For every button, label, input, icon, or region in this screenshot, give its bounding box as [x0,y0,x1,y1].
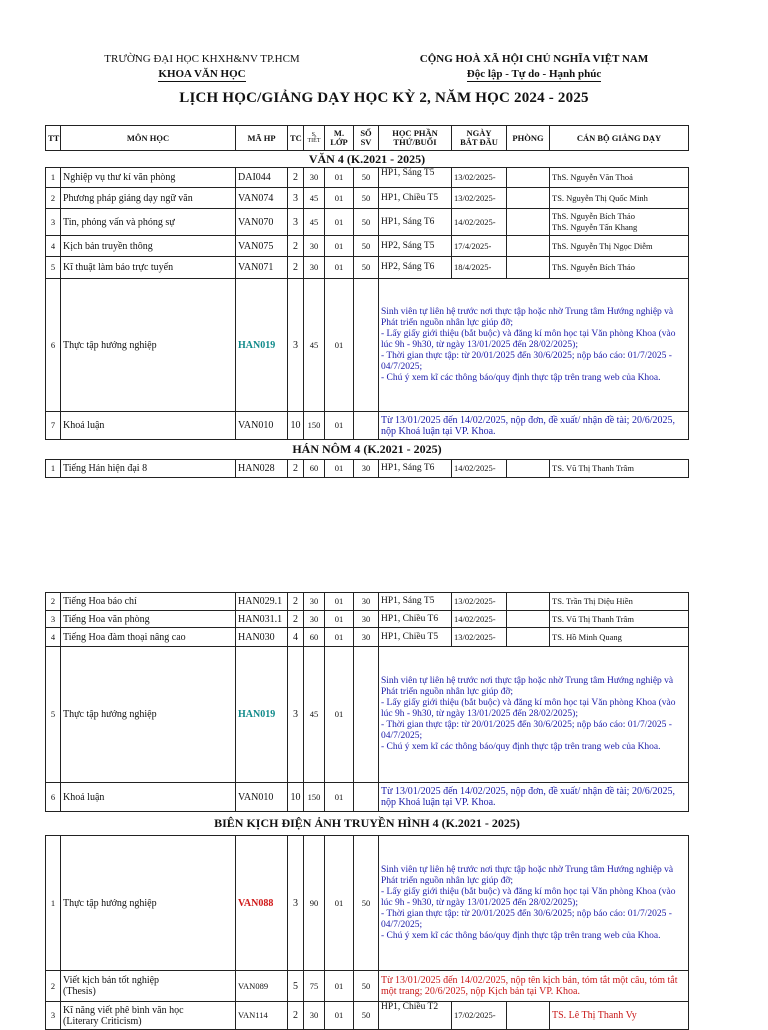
col-header-subject: MÔN HỌC [61,126,236,151]
cell-lecturer: ThS. Nguyễn Bích Thảo ThS. Nguyễn Tấn Khang [550,209,689,236]
cell-subject: Phương pháp giảng dạy ngữ văn [61,188,236,209]
cell-session: HP2, Sáng T5 [379,236,452,257]
cell-credits: 2 [288,593,304,611]
cell-class: 01 [325,279,354,412]
cell-subject: Kĩ năng viết phê bình văn học (Literary Criticism) [61,1002,236,1030]
cell-periods: 30 [304,236,325,257]
table-row-internship [46,279,689,412]
cell-room [507,460,550,478]
cell-subject: Kĩ thuật làm báo trực tuyến [61,257,236,279]
cell-class: 01 [325,460,354,478]
cell-subject: Khoá luận [61,783,236,812]
cell-session: HP1, Chiều T2 [379,1002,452,1030]
cell-credits: 3 [288,647,304,783]
section-title: BIÊN KỊCH ĐIỆN ẢNH TRUYỀN HÌNH 4 (K.2021 - 2025) [46,812,689,836]
cell-code: VAN114 [236,1002,288,1030]
cell-class: 01 [325,647,354,783]
cell-credits: 3 [288,209,304,236]
cell-students [354,647,379,783]
cell-students: 50 [354,1002,379,1030]
col-header-periods: S. TIẾT [304,126,325,151]
cell-students: 50 [354,209,379,236]
cell-code: VAN071 [236,257,288,279]
cell-class: 01 [325,836,354,971]
cell-room [507,236,550,257]
cell-students [354,412,379,440]
cell-tt: 2 [46,188,61,209]
col-header-code: MÃ HP [236,126,288,151]
cell-students: 50 [354,257,379,279]
cell-code: VAN088 [236,836,288,971]
cell-students: 50 [354,188,379,209]
cell-class: 01 [325,412,354,440]
cell-room [507,188,550,209]
cell-subject: Nghiệp vụ thư kí văn phòng [61,168,236,188]
cell-code: VAN074 [236,188,288,209]
table-row [46,257,689,279]
cell-tt: 1 [46,168,61,188]
cell-code: VAN010 [236,412,288,440]
table-row [46,168,689,188]
section-title: HÁN NÔM 4 (K.2021 - 2025) [46,440,689,460]
cell-periods: 30 [304,1002,325,1030]
cell-session: HP1, Sáng T6 [379,460,452,478]
cell-lecturer: TS. Trần Thị Diệu Hiền [550,593,689,611]
cell-periods: 45 [304,647,325,783]
faculty-name: KHOA VĂN HỌC [158,68,246,80]
cell-code: HAN028 [236,460,288,478]
cell-class: 01 [325,971,354,1002]
cell-credits: 5 [288,971,304,1002]
thesis-note: Từ 13/01/2025 đến 14/02/2025, nộp đơn, đề xuất/ nhận đề tài; 20/6/2025, nộp Khoá luận tại VP. Khoa. [379,412,689,440]
cell-students: 50 [354,168,379,188]
cell-tt: 3 [46,209,61,236]
internship-note: Sinh viên tự liên hệ trước nơi thực tập hoặc nhờ Trung tâm Hướng nghiệp và Phát triển nguồn nhân lực giúp đỡ; - Lấy giấy giới thiệu (bắt buộc) và đăng kí môn học tại Văn phòng Khoa (vào lúc 9h - 9h30, từ ngày 13/01/2025 đến 28/02/2025); - Thời gian thực tập: từ 20/01/2025 đến 30/6/2025; nộp báo cáo: 01/7/2025 - 04/7/2025; - Chú ý xem kĩ các thông báo/quy định thực tập trên trang web của Khoa. [379,279,689,412]
cell-tt: 2 [46,593,61,611]
cell-start: 13/02/2025- [452,593,507,611]
cell-credits: 3 [288,188,304,209]
cell-credits: 2 [288,611,304,628]
cell-periods: 75 [304,971,325,1002]
table-row-thesis [46,412,689,440]
cell-room [507,593,550,611]
cell-subject: Tin, phỏng vấn và phóng sự [61,209,236,236]
cell-subject: Kịch bản truyền thông [61,236,236,257]
cell-class: 01 [325,209,354,236]
cell-lecturer: ThS. Nguyễn Bích Thảo [550,257,689,279]
cell-class: 01 [325,188,354,209]
cell-students: 50 [354,836,379,971]
cell-class: 01 [325,593,354,611]
cell-session: HP1, Chiều T5 [379,188,452,209]
cell-periods: 150 [304,783,325,812]
cell-start: 17/02/2025- [452,1002,507,1030]
cell-code: VAN070 [236,209,288,236]
col-header-start: NGÀY BẮT ĐẦU [452,126,507,151]
cell-periods: 90 [304,836,325,971]
table-row [46,593,689,611]
cell-tt: 3 [46,1002,61,1030]
cell-credits: 2 [288,1002,304,1030]
cell-students: 30 [354,611,379,628]
cell-start: 17/4/2025- [452,236,507,257]
schedule-table-part1 [45,125,689,478]
cell-tt: 3 [46,611,61,628]
cell-lecturer: TS. Vũ Thị Thanh Trâm [550,460,689,478]
cell-students: 30 [354,628,379,647]
cell-subject: Khoá luận [61,412,236,440]
cell-subject: Tiếng Hán hiện đại 8 [61,460,236,478]
university-name: TRƯỜNG ĐẠI HỌC KHXH&NV TP.HCM [104,53,300,65]
cell-tt: 1 [46,460,61,478]
cell-tt: 6 [46,783,61,812]
table-row [46,1002,689,1030]
cell-lecturer: TS. Lê Thị Thanh Vy [550,1002,689,1030]
col-header-tt: TT [46,126,61,151]
cell-room [507,628,550,647]
cell-class: 01 [325,236,354,257]
page-title: LỊCH HỌC/GIẢNG DẠY HỌC KỲ 2, NĂM HỌC 2024 - 2025 [179,90,589,106]
table-row [46,628,689,647]
table-row [46,460,689,478]
cell-tt: 4 [46,628,61,647]
cell-subject: Tiếng Hoa báo chí [61,593,236,611]
cell-class: 01 [325,257,354,279]
cell-session: HP2, Sáng T6 [379,257,452,279]
col-header-lecturer: CÁN BỘ GIẢNG DẠY [550,126,689,151]
cell-subject: Tiếng Hoa văn phòng [61,611,236,628]
cell-subject: Thực tập hướng nghiệp [61,279,236,412]
table-row-internship [46,647,689,783]
cell-start: 14/02/2025- [452,209,507,236]
table-row-script [46,971,689,1002]
table-header-row [46,126,689,151]
thesis-note: Từ 13/01/2025 đến 14/02/2025, nộp đơn, đề xuất/ nhận đề tài; 20/6/2025, nộp Khoá luận tại VP. Khoa. [379,783,689,812]
cell-lecturer: ThS. Nguyễn Văn Thoả [550,168,689,188]
cell-session: HP1, Chiều T5 [379,628,452,647]
cell-subject: Thực tập hướng nghiệp [61,836,236,971]
table-row [46,236,689,257]
section-row [46,812,689,836]
section-row [46,151,689,168]
cell-tt: 1 [46,836,61,971]
cell-class: 01 [325,1002,354,1030]
cell-subject: Viết kịch bản tốt nghiệp (Thesis) [61,971,236,1002]
cell-credits: 2 [288,257,304,279]
schedule-table-part2 [45,592,689,1030]
cell-periods: 45 [304,188,325,209]
cell-start: 13/02/2025- [452,188,507,209]
cell-students [354,279,379,412]
cell-credits: 3 [288,836,304,971]
cell-tt: 6 [46,279,61,412]
table-row-thesis [46,783,689,812]
school-header [92,52,312,82]
cell-subject: Tiếng Hoa đàm thoại nâng cao [61,628,236,647]
cell-code: HAN029.1 [236,593,288,611]
cell-session: HP1, Sáng T5 [379,168,452,188]
cell-credits: 3 [288,279,304,412]
cell-credits: 10 [288,412,304,440]
cell-code: HAN030 [236,628,288,647]
cell-periods: 30 [304,593,325,611]
cell-credits: 10 [288,783,304,812]
internship-note: Sinh viên tự liên hệ trước nơi thực tập hoặc nhờ Trung tâm Hướng nghiệp và Phát triển nguồn nhân lực giúp đỡ; - Lấy giấy giới thiệu (bắt buộc) và đăng kí môn học tại Văn phòng Khoa (vào lúc 9h - 9h30, từ ngày 13/01/2025 đến 28/02/2025); - Thời gian thực tập: từ 20/01/2025 đến 30/6/2025; nộp báo cáo: 01/7/2025 - 04/7/2025; - Chú ý xem kĩ các thông báo/quy định thực tập trên trang web của Khoa. [379,647,689,783]
cell-periods: 60 [304,628,325,647]
cell-start: 14/02/2025- [452,611,507,628]
cell-periods: 60 [304,460,325,478]
cell-periods: 30 [304,611,325,628]
cell-lecturer: ThS. Nguyễn Thị Ngọc Diễm [550,236,689,257]
cell-code: VAN075 [236,236,288,257]
cell-class: 01 [325,168,354,188]
national-header [404,52,664,82]
cell-subject: Thực tập hướng nghiệp [61,647,236,783]
col-header-students: SỐ SV [354,126,379,151]
cell-students: 50 [354,236,379,257]
internship-note: Sinh viên tự liên hệ trước nơi thực tập hoặc nhờ Trung tâm Hướng nghiệp và Phát triển nguồn nhân lực giúp đỡ; - Lấy giấy giới thiệu (bắt buộc) và đăng kí môn học tại Văn phòng Khoa (vào lúc 9h - 9h30, từ ngày 13/01/2025 đến 28/02/2025); - Thời gian thực tập: từ 20/01/2025 đến 30/6/2025; nộp báo cáo: 01/7/2025 - 04/7/2025; - Chú ý xem kĩ các thông báo/quy định thực tập trên trang web của Khoa. [379,836,689,971]
cell-start: 18/4/2025- [452,257,507,279]
cell-students: 30 [354,460,379,478]
cell-credits: 2 [288,236,304,257]
cell-tt: 5 [46,257,61,279]
cell-session: HP1, Sáng T5 [379,593,452,611]
cell-students: 50 [354,971,379,1002]
table-row [46,611,689,628]
cell-code: HAN019 [236,279,288,412]
cell-code: HAN031.1 [236,611,288,628]
col-header-room: PHÒNG [507,126,550,151]
cell-start: 13/02/2025- [452,168,507,188]
cell-lecturer: TS. Nguyễn Thị Quốc Minh [550,188,689,209]
country-name: CỘNG HOÀ XÃ HỘI CHỦ NGHĨA VIỆT NAM [419,53,649,65]
cell-code: HAN019 [236,647,288,783]
table-row [46,209,689,236]
cell-room [507,1002,550,1030]
cell-code: VAN089 [236,971,288,1002]
script-note: Từ 13/01/2025 đến 14/02/2025, nộp tên kịch bản, tóm tắt một câu, tóm tắt một trang; 20/6/2025, nộp Kịch bản tại VP. Khoa. [379,971,689,1002]
cell-session: HP1, Chiều T6 [379,611,452,628]
cell-code: VAN010 [236,783,288,812]
cell-lecturer: TS. Vũ Thị Thanh Trâm [550,611,689,628]
cell-class: 01 [325,783,354,812]
cell-tt: 7 [46,412,61,440]
national-motto: Độc lập - Tự do - Hạnh phúc [466,68,602,80]
cell-room [507,209,550,236]
cell-periods: 45 [304,209,325,236]
cell-lecturer: TS. Hồ Minh Quang [550,628,689,647]
cell-session: HP1, Sáng T6 [379,209,452,236]
cell-tt: 2 [46,971,61,1002]
cell-room [507,257,550,279]
cell-start: 13/02/2025- [452,628,507,647]
cell-credits: 2 [288,460,304,478]
col-header-credits: TC [288,126,304,151]
cell-room [507,611,550,628]
table-row [46,188,689,209]
col-header-session: HỌC PHẦN THỨ/BUỔI [379,126,452,151]
table-row-internship [46,836,689,971]
section-title: VĂN 4 (K.2021 - 2025) [46,151,689,168]
col-header-class: M. LỚP [325,126,354,151]
cell-students [354,783,379,812]
cell-credits: 2 [288,168,304,188]
cell-periods: 30 [304,257,325,279]
cell-students: 30 [354,593,379,611]
cell-periods: 30 [304,168,325,188]
cell-code: DAI044 [236,168,288,188]
cell-class: 01 [325,611,354,628]
cell-room [507,168,550,188]
cell-credits: 4 [288,628,304,647]
cell-tt: 5 [46,647,61,783]
cell-class: 01 [325,628,354,647]
cell-periods: 45 [304,279,325,412]
cell-start: 14/02/2025- [452,460,507,478]
section-row [46,440,689,460]
cell-periods: 150 [304,412,325,440]
cell-tt: 4 [46,236,61,257]
